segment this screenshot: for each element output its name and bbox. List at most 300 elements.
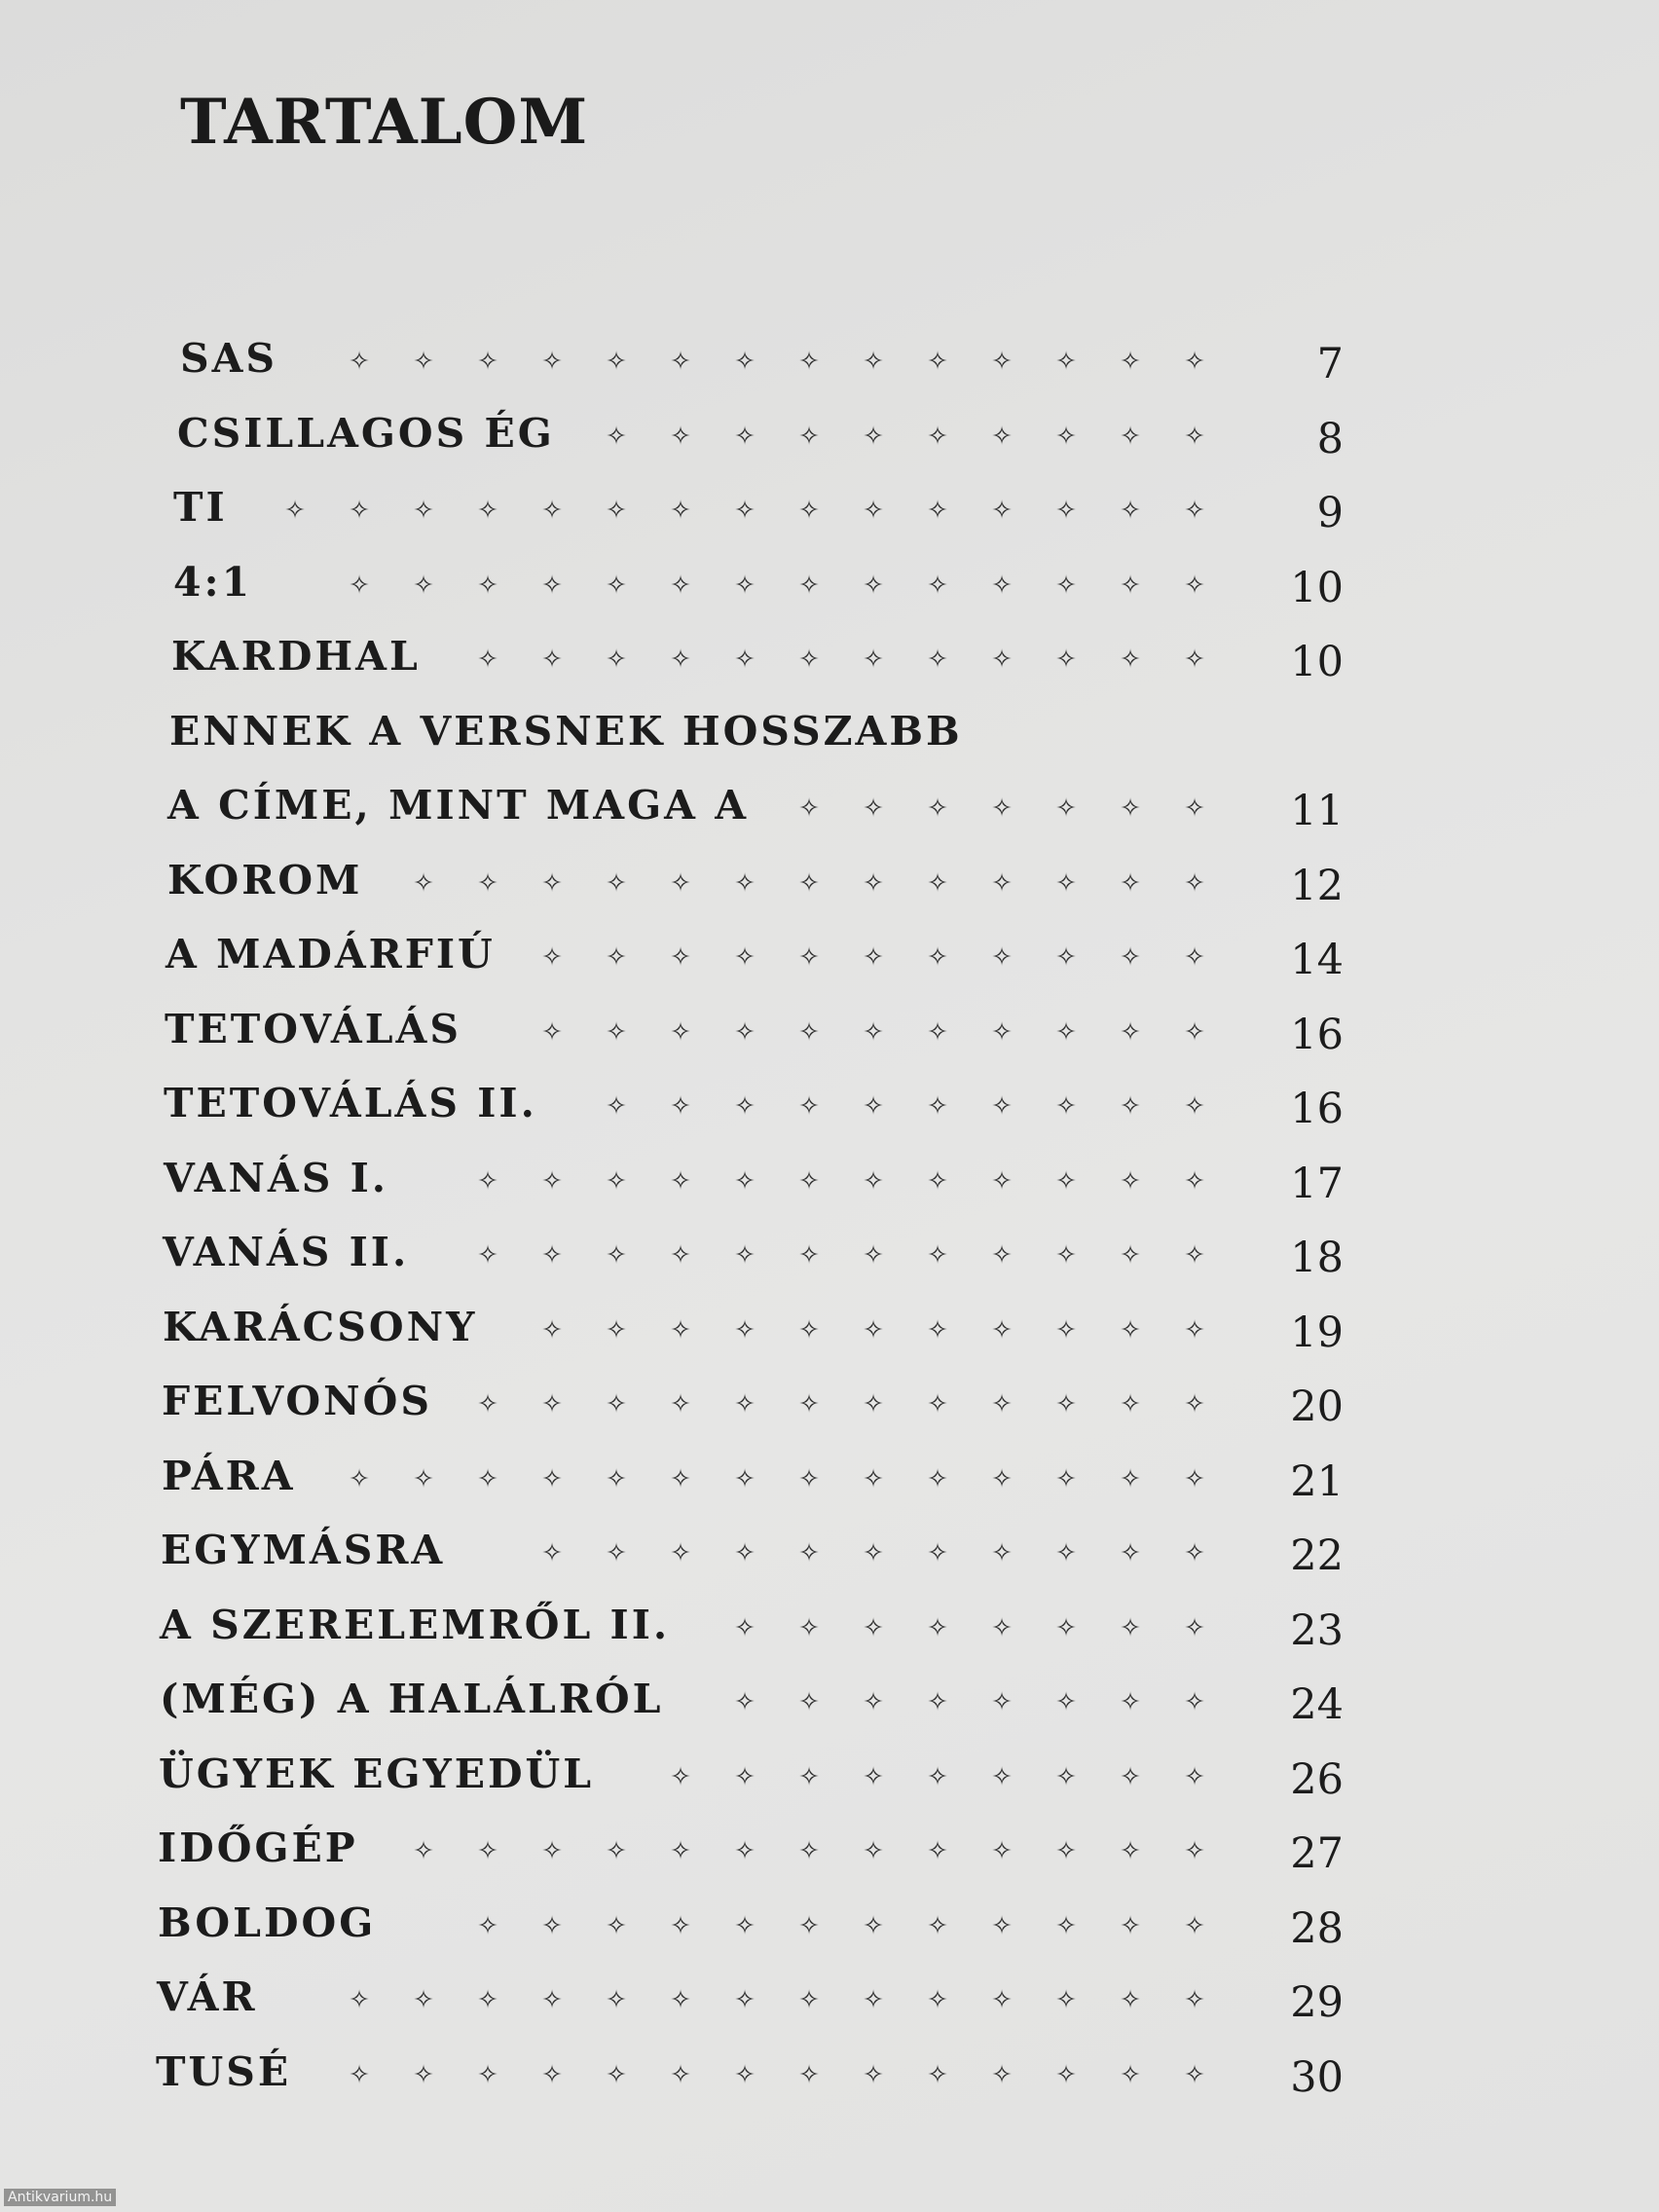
toc-entry bbox=[167, 843, 1344, 918]
sparkle-icon: ✧ bbox=[991, 1389, 1013, 1419]
toc-entry bbox=[162, 1364, 1344, 1439]
sparkle-icon: ✧ bbox=[477, 868, 498, 899]
sparkle-icon: ✧ bbox=[927, 2060, 948, 2090]
sparkle-icon: ✧ bbox=[1120, 1389, 1141, 1419]
sparkle-icon: ✧ bbox=[991, 1911, 1013, 1941]
sparkle-icon: ✧ bbox=[798, 1091, 820, 1122]
sparkle-icon: ✧ bbox=[284, 496, 306, 526]
toc-entry bbox=[165, 992, 1344, 1067]
sparkle-icon: ✧ bbox=[734, 645, 756, 675]
toc-entry-title: VANÁS II. bbox=[163, 1229, 410, 1276]
sparkle-icon: ✧ bbox=[477, 1911, 498, 1941]
sparkle-icon: ✧ bbox=[798, 942, 820, 973]
sparkle-icon: ✧ bbox=[927, 1985, 948, 2015]
toc-page-number: 21 bbox=[1290, 1456, 1344, 1506]
sparkle-icon: ✧ bbox=[541, 1464, 563, 1494]
sparkle-icon: ✧ bbox=[606, 1911, 627, 1941]
sparkle-icon: ✧ bbox=[1184, 1315, 1205, 1346]
sparkle-icon: ✧ bbox=[349, 496, 370, 526]
toc-entry-title: VANÁS I. bbox=[164, 1154, 389, 1201]
toc-page-number: 26 bbox=[1290, 1754, 1344, 1804]
sparkle-icon: ✧ bbox=[670, 347, 691, 377]
sparkle-icon: ✧ bbox=[606, 942, 627, 973]
sparkle-icon: ✧ bbox=[991, 1017, 1013, 1048]
toc-entry-title: CSILLAGOS ÉG bbox=[177, 409, 555, 457]
sparkle-icon: ✧ bbox=[1055, 1911, 1077, 1941]
sparkle-icon: ✧ bbox=[1055, 868, 1077, 899]
sparkle-icon: ✧ bbox=[863, 1911, 884, 1941]
sparkle-icon: ✧ bbox=[991, 1240, 1013, 1271]
sparkle-icon: ✧ bbox=[606, 868, 627, 899]
sparkle-icon: ✧ bbox=[927, 1315, 948, 1346]
sparkle-icon: ✧ bbox=[670, 1762, 691, 1792]
sparkle-icon: ✧ bbox=[541, 496, 563, 526]
sparkle-icon: ✧ bbox=[798, 1911, 820, 1941]
dot-leader bbox=[173, 564, 1227, 607]
sparkle-icon: ✧ bbox=[1184, 1836, 1205, 1866]
sparkle-icon: ✧ bbox=[541, 1017, 563, 1048]
sparkle-icon: ✧ bbox=[1120, 868, 1141, 899]
sparkle-icon: ✧ bbox=[798, 571, 820, 601]
sparkle-icon: ✧ bbox=[413, 1985, 434, 2015]
sparkle-icon: ✧ bbox=[734, 1613, 756, 1643]
sparkle-icon: ✧ bbox=[1120, 1538, 1141, 1568]
sparkle-icon: ✧ bbox=[1184, 1762, 1205, 1792]
sparkle-icon: ✧ bbox=[670, 2060, 691, 2090]
sparkle-icon: ✧ bbox=[863, 1613, 884, 1643]
toc-page-number: 29 bbox=[1290, 1978, 1344, 2028]
sparkle-icon: ✧ bbox=[734, 422, 756, 452]
sparkle-icon: ✧ bbox=[991, 2060, 1013, 2090]
sparkle-icon: ✧ bbox=[798, 645, 820, 675]
sparkle-icon: ✧ bbox=[734, 942, 756, 973]
sparkle-icon: ✧ bbox=[927, 1240, 948, 1271]
sparkle-icon: ✧ bbox=[734, 571, 756, 601]
sparkle-icon: ✧ bbox=[863, 1836, 884, 1866]
sparkle-icon: ✧ bbox=[798, 1240, 820, 1271]
sparkle-icon: ✧ bbox=[1055, 1240, 1077, 1271]
sparkle-icon: ✧ bbox=[734, 496, 756, 526]
toc-entry bbox=[164, 1141, 1344, 1216]
toc-entry-title: 4:1 bbox=[173, 558, 253, 606]
toc-page-number: 7 bbox=[1316, 340, 1344, 389]
sparkle-icon: ✧ bbox=[1184, 1017, 1205, 1048]
sparkle-icon: ✧ bbox=[1055, 571, 1077, 601]
sparkle-icon: ✧ bbox=[1120, 1687, 1141, 1717]
dot-leader bbox=[173, 490, 1227, 533]
sparkle-icon: ✧ bbox=[863, 645, 884, 675]
sparkle-icon: ✧ bbox=[927, 868, 948, 899]
sparkle-icon: ✧ bbox=[477, 645, 498, 675]
sparkle-icon: ✧ bbox=[606, 1315, 627, 1346]
sparkle-icon: ✧ bbox=[1055, 645, 1077, 675]
sparkle-icon: ✧ bbox=[1055, 1017, 1077, 1048]
sparkle-icon: ✧ bbox=[477, 347, 498, 377]
sparkle-icon: ✧ bbox=[1055, 1687, 1077, 1717]
sparkle-icon: ✧ bbox=[798, 1762, 820, 1792]
dot-leader bbox=[157, 1979, 1227, 2022]
sparkle-icon: ✧ bbox=[1120, 1091, 1141, 1122]
sparkle-icon: ✧ bbox=[1120, 1464, 1141, 1494]
sparkle-icon: ✧ bbox=[863, 1240, 884, 1271]
sparkle-icon: ✧ bbox=[798, 1836, 820, 1866]
sparkle-icon: ✧ bbox=[1184, 496, 1205, 526]
toc-entry-title: SAS bbox=[180, 335, 278, 383]
sparkle-icon: ✧ bbox=[927, 1911, 948, 1941]
sparkle-icon: ✧ bbox=[541, 1836, 563, 1866]
toc-page-number: 19 bbox=[1290, 1308, 1344, 1357]
toc-page-number: 20 bbox=[1290, 1382, 1344, 1432]
sparkle-icon: ✧ bbox=[477, 1166, 498, 1197]
toc-entry-title: ENNEK A VERSNEK HOSSZABB bbox=[169, 707, 963, 755]
toc-entry bbox=[180, 321, 1344, 396]
toc-page-number: 12 bbox=[1290, 861, 1344, 910]
sparkle-icon: ✧ bbox=[734, 347, 756, 377]
sparkle-icon: ✧ bbox=[734, 1240, 756, 1271]
sparkle-icon: ✧ bbox=[991, 1762, 1013, 1792]
sparkle-icon: ✧ bbox=[927, 1389, 948, 1419]
sparkle-icon: ✧ bbox=[541, 2060, 563, 2090]
sparkle-icon: ✧ bbox=[1120, 1911, 1141, 1941]
sparkle-icon: ✧ bbox=[606, 1464, 627, 1494]
sparkle-icon: ✧ bbox=[1120, 1166, 1141, 1197]
toc-page-number: 22 bbox=[1290, 1531, 1344, 1581]
sparkle-icon: ✧ bbox=[798, 1613, 820, 1643]
sparkle-icon: ✧ bbox=[1055, 422, 1077, 452]
sparkle-icon: ✧ bbox=[991, 1613, 1013, 1643]
sparkle-icon: ✧ bbox=[670, 645, 691, 675]
sparkle-icon: ✧ bbox=[606, 1985, 627, 2015]
sparkle-icon: ✧ bbox=[606, 1538, 627, 1568]
sparkle-icon: ✧ bbox=[670, 1017, 691, 1048]
sparkle-icon: ✧ bbox=[927, 347, 948, 377]
sparkle-icon: ✧ bbox=[734, 1687, 756, 1717]
dot-leader bbox=[180, 341, 1227, 384]
sparkle-icon: ✧ bbox=[606, 1389, 627, 1419]
sparkle-icon: ✧ bbox=[670, 868, 691, 899]
sparkle-icon: ✧ bbox=[991, 571, 1013, 601]
sparkle-icon: ✧ bbox=[477, 1836, 498, 1866]
sparkle-icon: ✧ bbox=[991, 1836, 1013, 1866]
sparkle-icon: ✧ bbox=[1184, 1389, 1205, 1419]
sparkle-icon: ✧ bbox=[863, 1538, 884, 1568]
sparkle-icon: ✧ bbox=[349, 1985, 370, 2015]
sparkle-icon: ✧ bbox=[991, 942, 1013, 973]
sparkle-icon: ✧ bbox=[798, 1017, 820, 1048]
sparkle-icon: ✧ bbox=[863, 1464, 884, 1494]
sparkle-icon: ✧ bbox=[734, 868, 756, 899]
sparkle-icon: ✧ bbox=[1184, 1166, 1205, 1197]
sparkle-icon: ✧ bbox=[798, 1985, 820, 2015]
sparkle-icon: ✧ bbox=[477, 1389, 498, 1419]
sparkle-icon: ✧ bbox=[606, 645, 627, 675]
sparkle-icon: ✧ bbox=[1184, 1687, 1205, 1717]
sparkle-icon: ✧ bbox=[798, 496, 820, 526]
toc-entry-title: IDŐGÉP bbox=[158, 1825, 358, 1872]
sparkle-icon: ✧ bbox=[1120, 1240, 1141, 1271]
sparkle-icon: ✧ bbox=[927, 1836, 948, 1866]
sparkle-icon: ✧ bbox=[670, 1091, 691, 1122]
toc-entry-title: A CÍME, MINT MAGA A bbox=[167, 782, 750, 830]
sparkle-icon: ✧ bbox=[1184, 1091, 1205, 1122]
sparkle-icon: ✧ bbox=[1055, 2060, 1077, 2090]
sparkle-icon: ✧ bbox=[413, 1464, 434, 1494]
sparkle-icon: ✧ bbox=[991, 1315, 1013, 1346]
toc-page-number: 24 bbox=[1290, 1680, 1344, 1730]
toc-page-number: 28 bbox=[1290, 1903, 1344, 1953]
sparkle-icon: ✧ bbox=[798, 1166, 820, 1197]
sparkle-icon: ✧ bbox=[927, 1762, 948, 1792]
sparkle-icon: ✧ bbox=[1184, 2060, 1205, 2090]
sparkle-icon: ✧ bbox=[863, 1017, 884, 1048]
sparkle-icon: ✧ bbox=[413, 2060, 434, 2090]
sparkle-icon: ✧ bbox=[991, 347, 1013, 377]
sparkle-icon: ✧ bbox=[1055, 1389, 1077, 1419]
toc-entry bbox=[169, 694, 1344, 769]
toc-entry bbox=[163, 1215, 1344, 1290]
sparkle-icon: ✧ bbox=[927, 571, 948, 601]
toc-entry bbox=[159, 1737, 1344, 1812]
toc-page-number: 9 bbox=[1316, 489, 1344, 538]
sparkle-icon: ✧ bbox=[991, 645, 1013, 675]
sparkle-icon: ✧ bbox=[670, 1166, 691, 1197]
toc-entry-title: EGYMÁSRA bbox=[161, 1527, 446, 1574]
toc-entry bbox=[161, 1513, 1344, 1588]
sparkle-icon: ✧ bbox=[541, 347, 563, 377]
sparkle-icon: ✧ bbox=[1184, 1538, 1205, 1568]
sparkle-icon: ✧ bbox=[1184, 793, 1205, 824]
toc-page-number: 11 bbox=[1290, 787, 1344, 836]
toc-entry bbox=[160, 1662, 1344, 1737]
sparkle-icon: ✧ bbox=[670, 571, 691, 601]
sparkle-icon: ✧ bbox=[1055, 1985, 1077, 2015]
toc-entry-title: KARDHAL bbox=[171, 633, 421, 681]
sparkle-icon: ✧ bbox=[1120, 1613, 1141, 1643]
toc-entry bbox=[157, 1960, 1344, 2035]
sparkle-icon: ✧ bbox=[670, 942, 691, 973]
sparkle-icon: ✧ bbox=[413, 1836, 434, 1866]
sparkle-icon: ✧ bbox=[991, 793, 1013, 824]
sparkle-icon: ✧ bbox=[1120, 571, 1141, 601]
sparkle-icon: ✧ bbox=[606, 422, 627, 452]
sparkle-icon: ✧ bbox=[927, 1166, 948, 1197]
toc-page-number: 14 bbox=[1290, 936, 1344, 985]
sparkle-icon: ✧ bbox=[413, 868, 434, 899]
toc-entry-title: FELVONÓS bbox=[162, 1378, 432, 1425]
sparkle-icon: ✧ bbox=[413, 496, 434, 526]
sparkle-icon: ✧ bbox=[1055, 793, 1077, 824]
sparkle-icon: ✧ bbox=[349, 2060, 370, 2090]
sparkle-icon: ✧ bbox=[734, 1762, 756, 1792]
sparkle-icon: ✧ bbox=[927, 1464, 948, 1494]
toc-entry bbox=[173, 470, 1344, 545]
sparkle-icon: ✧ bbox=[863, 1389, 884, 1419]
toc-entry bbox=[156, 2035, 1344, 2110]
toc-entry bbox=[164, 1066, 1344, 1141]
sparkle-icon: ✧ bbox=[670, 422, 691, 452]
sparkle-icon: ✧ bbox=[1055, 1613, 1077, 1643]
toc-entry-title: TUSÉ bbox=[156, 2047, 292, 2095]
sparkle-icon: ✧ bbox=[863, 793, 884, 824]
sparkle-icon: ✧ bbox=[863, 571, 884, 601]
sparkle-icon: ✧ bbox=[798, 422, 820, 452]
sparkle-icon: ✧ bbox=[927, 793, 948, 824]
sparkle-icon: ✧ bbox=[1184, 645, 1205, 675]
sparkle-icon: ✧ bbox=[863, 1687, 884, 1717]
sparkle-icon: ✧ bbox=[798, 1687, 820, 1717]
sparkle-icon: ✧ bbox=[670, 1315, 691, 1346]
sparkle-icon: ✧ bbox=[991, 1166, 1013, 1197]
sparkle-icon: ✧ bbox=[734, 1166, 756, 1197]
toc-entry-title: A SZERELEMRŐL II. bbox=[160, 1601, 671, 1648]
toc-entry-title: BOLDOG bbox=[158, 1899, 377, 1946]
sparkle-icon: ✧ bbox=[798, 2060, 820, 2090]
sparkle-icon: ✧ bbox=[863, 1315, 884, 1346]
sparkle-icon: ✧ bbox=[670, 1240, 691, 1271]
sparkle-icon: ✧ bbox=[477, 1985, 498, 2015]
sparkle-icon: ✧ bbox=[1055, 942, 1077, 973]
sparkle-icon: ✧ bbox=[734, 1538, 756, 1568]
toc-page-number: 16 bbox=[1290, 1085, 1344, 1134]
sparkle-icon: ✧ bbox=[477, 1464, 498, 1494]
sparkle-icon: ✧ bbox=[1055, 1836, 1077, 1866]
sparkle-icon: ✧ bbox=[606, 2060, 627, 2090]
sparkle-icon: ✧ bbox=[798, 1315, 820, 1346]
sparkle-icon: ✧ bbox=[863, 1166, 884, 1197]
sparkle-icon: ✧ bbox=[798, 1538, 820, 1568]
sparkle-icon: ✧ bbox=[670, 1389, 691, 1419]
toc-page-number: 18 bbox=[1290, 1234, 1344, 1283]
sparkle-icon: ✧ bbox=[477, 2060, 498, 2090]
sparkle-icon: ✧ bbox=[1120, 1762, 1141, 1792]
sparkle-icon: ✧ bbox=[863, 868, 884, 899]
sparkle-icon: ✧ bbox=[1184, 422, 1205, 452]
sparkle-icon: ✧ bbox=[991, 1538, 1013, 1568]
sparkle-icon: ✧ bbox=[1184, 1464, 1205, 1494]
sparkle-icon: ✧ bbox=[1120, 347, 1141, 377]
sparkle-icon: ✧ bbox=[863, 942, 884, 973]
sparkle-icon: ✧ bbox=[1120, 942, 1141, 973]
toc-entry-title: TI bbox=[173, 484, 228, 532]
sparkle-icon: ✧ bbox=[1184, 868, 1205, 899]
sparkle-icon: ✧ bbox=[413, 347, 434, 377]
sparkle-icon: ✧ bbox=[1184, 942, 1205, 973]
toc-page-number: 10 bbox=[1290, 563, 1344, 612]
sparkle-icon: ✧ bbox=[991, 496, 1013, 526]
sparkle-icon: ✧ bbox=[477, 571, 498, 601]
sparkle-icon: ✧ bbox=[927, 1613, 948, 1643]
sparkle-icon: ✧ bbox=[1055, 1762, 1077, 1792]
toc-entry-title: ÜGYEK EGYEDÜL bbox=[159, 1750, 595, 1797]
sparkle-icon: ✧ bbox=[734, 1017, 756, 1048]
sparkle-icon: ✧ bbox=[927, 1091, 948, 1122]
sparkle-icon: ✧ bbox=[927, 496, 948, 526]
sparkle-icon: ✧ bbox=[734, 1911, 756, 1941]
sparkle-icon: ✧ bbox=[1184, 347, 1205, 377]
sparkle-icon: ✧ bbox=[1184, 571, 1205, 601]
sparkle-icon: ✧ bbox=[1120, 793, 1141, 824]
sparkle-icon: ✧ bbox=[991, 868, 1013, 899]
table-of-contents bbox=[156, 321, 1344, 2109]
sparkle-icon: ✧ bbox=[1055, 1464, 1077, 1494]
toc-entry bbox=[160, 1588, 1344, 1663]
sparkle-icon: ✧ bbox=[927, 422, 948, 452]
sparkle-icon: ✧ bbox=[927, 942, 948, 973]
toc-page-number: 27 bbox=[1290, 1829, 1344, 1879]
toc-entry bbox=[177, 396, 1344, 471]
sparkle-icon: ✧ bbox=[863, 496, 884, 526]
sparkle-icon: ✧ bbox=[670, 1985, 691, 2015]
sparkle-icon: ✧ bbox=[991, 1687, 1013, 1717]
sparkle-icon: ✧ bbox=[606, 496, 627, 526]
sparkle-icon: ✧ bbox=[1055, 1091, 1077, 1122]
watermark-label: Antikvarium.hu bbox=[4, 2189, 116, 2206]
toc-page-number: 10 bbox=[1290, 638, 1344, 687]
sparkle-icon: ✧ bbox=[927, 1538, 948, 1568]
toc-entry-title: VÁR bbox=[157, 1973, 258, 2021]
sparkle-icon: ✧ bbox=[1055, 1315, 1077, 1346]
sparkle-icon: ✧ bbox=[541, 571, 563, 601]
sparkle-icon: ✧ bbox=[670, 1911, 691, 1941]
sparkle-icon: ✧ bbox=[863, 347, 884, 377]
toc-entry-title: PÁRA bbox=[162, 1452, 296, 1499]
toc-entry-title: TETOVÁLÁS II. bbox=[164, 1080, 537, 1127]
sparkle-icon: ✧ bbox=[541, 1166, 563, 1197]
sparkle-icon: ✧ bbox=[606, 347, 627, 377]
sparkle-icon: ✧ bbox=[991, 1464, 1013, 1494]
sparkle-icon: ✧ bbox=[927, 645, 948, 675]
sparkle-icon: ✧ bbox=[1120, 1017, 1141, 1048]
sparkle-icon: ✧ bbox=[734, 2060, 756, 2090]
sparkle-icon: ✧ bbox=[798, 1389, 820, 1419]
sparkle-icon: ✧ bbox=[734, 1464, 756, 1494]
toc-entry bbox=[158, 1811, 1344, 1886]
toc-page-number: 16 bbox=[1290, 1010, 1344, 1059]
sparkle-icon: ✧ bbox=[1120, 2060, 1141, 2090]
toc-entry-title: (MÉG) A HALÁLRÓL bbox=[160, 1676, 664, 1723]
sparkle-icon: ✧ bbox=[863, 1985, 884, 2015]
toc-entry-title: A MADÁRFIÚ bbox=[166, 931, 496, 978]
sparkle-icon: ✧ bbox=[477, 1240, 498, 1271]
sparkle-icon: ✧ bbox=[606, 1240, 627, 1271]
sparkle-icon: ✧ bbox=[606, 1091, 627, 1122]
sparkle-icon: ✧ bbox=[734, 1389, 756, 1419]
sparkle-icon: ✧ bbox=[1055, 496, 1077, 526]
toc-entry-title: KOROM bbox=[167, 856, 363, 903]
toc-entry-title: TETOVÁLÁS bbox=[165, 1005, 461, 1052]
sparkle-icon: ✧ bbox=[1184, 1240, 1205, 1271]
toc-entry bbox=[166, 917, 1344, 992]
sparkle-icon: ✧ bbox=[670, 496, 691, 526]
sparkle-icon: ✧ bbox=[541, 1911, 563, 1941]
sparkle-icon: ✧ bbox=[1120, 422, 1141, 452]
sparkle-icon: ✧ bbox=[1120, 1985, 1141, 2015]
sparkle-icon: ✧ bbox=[541, 868, 563, 899]
sparkle-icon: ✧ bbox=[541, 645, 563, 675]
sparkle-icon: ✧ bbox=[606, 1166, 627, 1197]
toc-entry bbox=[167, 768, 1344, 843]
sparkle-icon: ✧ bbox=[863, 1091, 884, 1122]
toc-entry bbox=[162, 1439, 1344, 1514]
sparkle-icon: ✧ bbox=[1184, 1613, 1205, 1643]
toc-entry-title: KARÁCSONY bbox=[163, 1303, 478, 1350]
sparkle-icon: ✧ bbox=[670, 1836, 691, 1866]
sparkle-icon: ✧ bbox=[1120, 1836, 1141, 1866]
sparkle-icon: ✧ bbox=[798, 1464, 820, 1494]
sparkle-icon: ✧ bbox=[541, 1985, 563, 2015]
sparkle-icon: ✧ bbox=[798, 793, 820, 824]
sparkle-icon: ✧ bbox=[1184, 1911, 1205, 1941]
